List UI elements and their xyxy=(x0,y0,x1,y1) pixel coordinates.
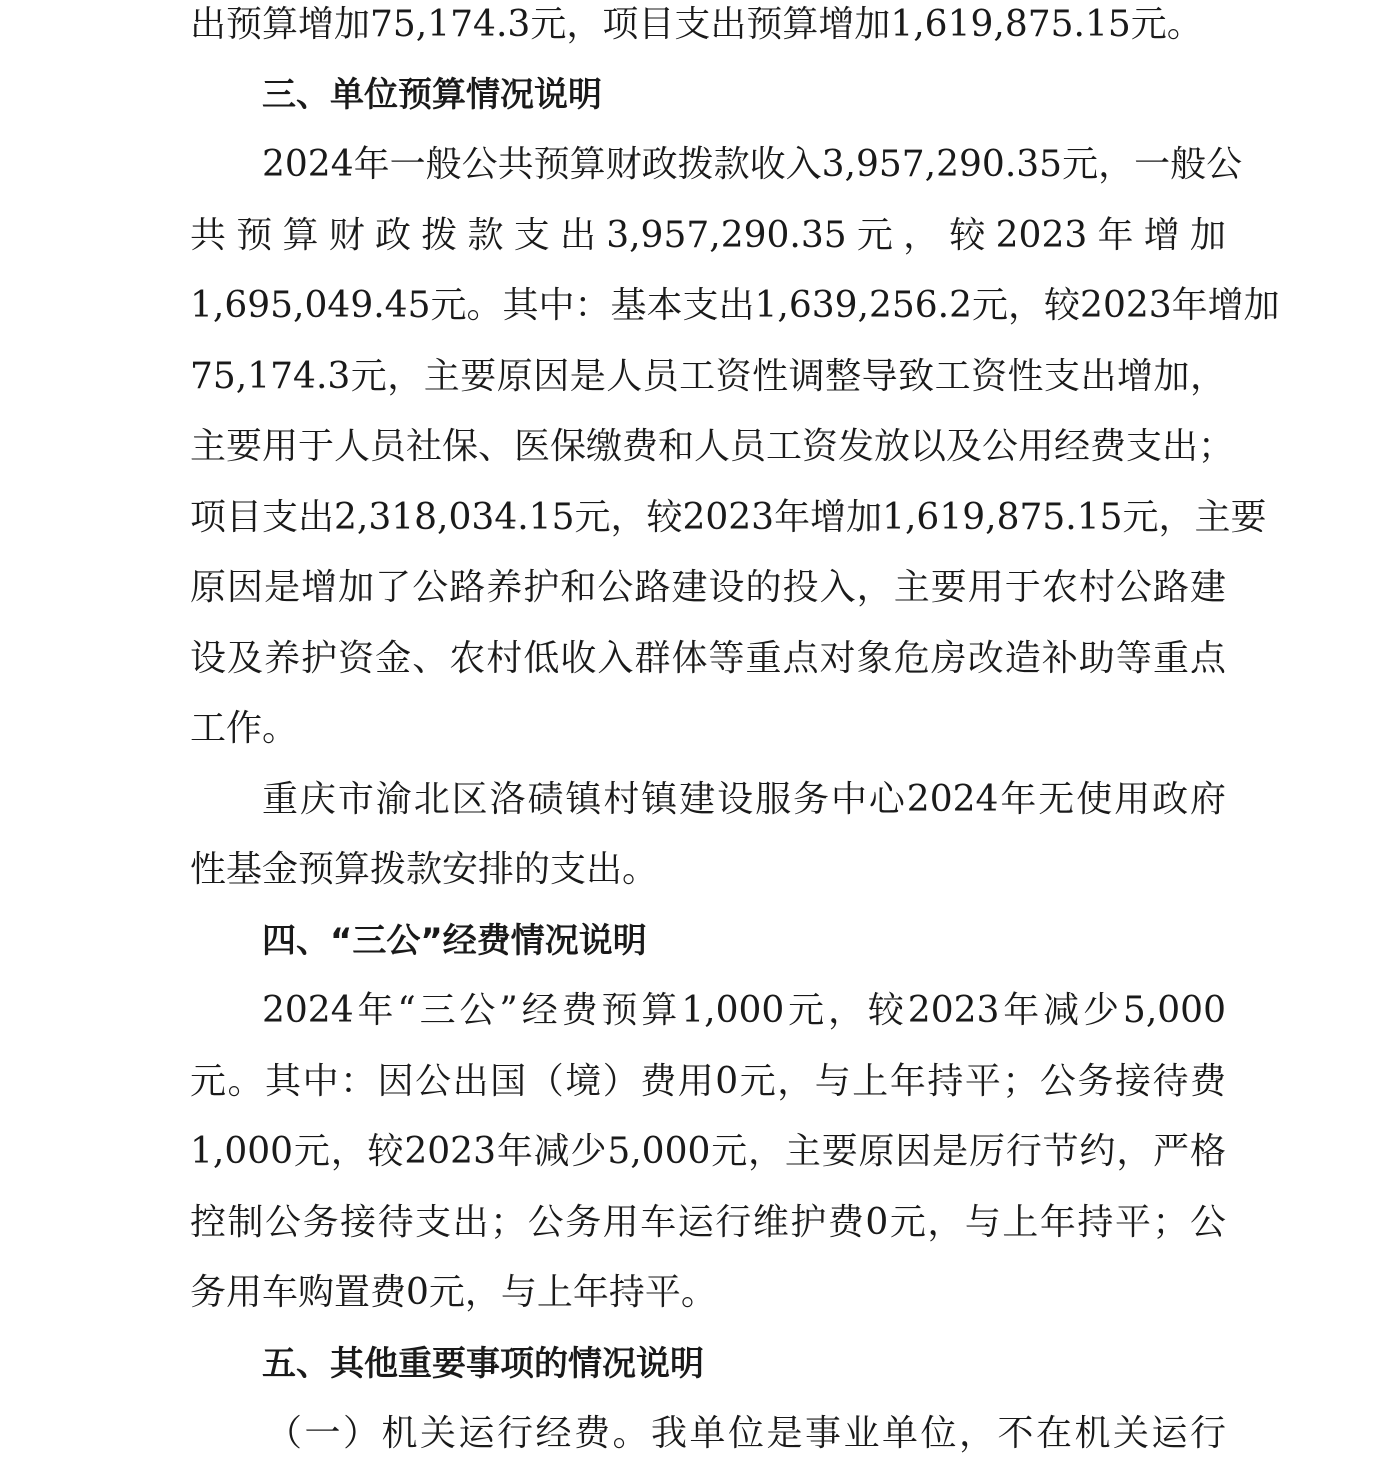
paragraph-line: 重庆市渝北区洛碛镇村镇建设服务中心2024年无使用政府 xyxy=(262,779,1226,820)
section-heading-unit-budget: 三、单位预算情况说明 xyxy=(262,75,602,115)
paragraph-line: 元。其中：因公出国（境）费用0元，与上年持平；公务接待费 xyxy=(190,1061,1226,1102)
paragraph-line: 项目支出2,318,034.15元，较2023年增加1,619,875.15元，主要 xyxy=(190,497,1267,538)
paragraph-line: 性基金预算拨款安排的支出。 xyxy=(190,849,659,890)
paragraph-line: 2024年一般公共预算财政拨款收入3,957,290.35元，一般公 xyxy=(262,144,1243,185)
paragraph-line: 原因是增加了公路养护和公路建设的投入，主要用于农村公路建 xyxy=(190,567,1226,608)
paragraph-line: 1,695,049.45元。其中：基本支出1,639,256.2元，较2023年增加 xyxy=(190,285,1280,326)
paragraph-line: 务用车购置费0元，与上年持平。 xyxy=(190,1272,717,1313)
paragraph-line: （一）机关运行经费。我单位是事业单位，不在机关运行 xyxy=(266,1413,1226,1454)
paragraph-line: 控制公务接待支出；公务用车运行维护费0元，与上年持平；公 xyxy=(190,1202,1226,1243)
section-heading-other-matters: 五、其他重要事项的情况说明 xyxy=(262,1344,704,1384)
paragraph-line: 主要用于人员社保、医保缴费和人员工资发放以及公用经费支出； xyxy=(190,426,1235,467)
section-heading-three-public-expenses: 四、“三公”经费情况说明 xyxy=(262,921,647,961)
paragraph-line: 2024年“三公”经费预算1,000元，较2023年减少5,000 xyxy=(262,990,1226,1031)
paragraph-line: 1,000元，较2023年减少5,000元，主要原因是厉行节约，严格 xyxy=(190,1131,1226,1172)
paragraph-line: 共预算财政拨款支出3,957,290.35元，较2023年增加 xyxy=(190,215,1226,256)
text-line-carryover: 出预算增加75,174.3元，项目支出预算增加1,619,875.15元。 xyxy=(190,4,1203,45)
paragraph-line: 工作。 xyxy=(190,708,299,749)
paragraph-line: 设及养护资金、农村低收入群体等重点对象危房改造补助等重点 xyxy=(190,638,1226,679)
paragraph-line: 75,174.3元，主要原因是人员工资性调整导致工资性支出增加， xyxy=(190,356,1226,397)
